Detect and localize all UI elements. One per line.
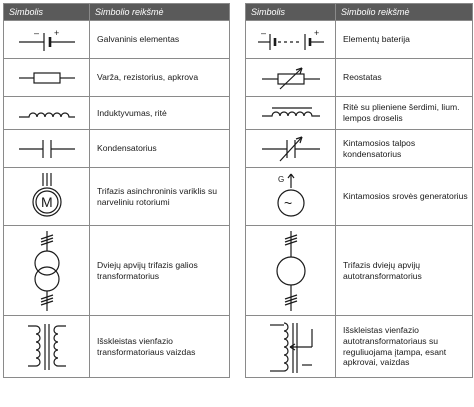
- svg-text:+: +: [313, 27, 319, 38]
- symbol-meaning: Kintamosios srovės generatorius: [336, 168, 473, 226]
- symbol-meaning: Išskleistas vienfazio autotransformatoriaus su reguliuojama įtampa, esant apkrovai, vaizdas: [336, 316, 473, 378]
- symbol-meaning: Kintamosios talpos kondensatorius: [336, 130, 473, 168]
- two-winding-transformer-icon: [27, 230, 67, 312]
- table-row: [4, 130, 230, 168]
- battery-icon: [256, 25, 326, 55]
- table-row: [4, 59, 230, 97]
- column-header-meaning: Simbolio reikšmė: [336, 4, 473, 21]
- column-header-meaning: Simbolio reikšmė: [90, 4, 230, 21]
- table-row: [4, 97, 230, 130]
- symbol-meaning: Reostatas: [336, 59, 473, 97]
- table-row: [246, 316, 473, 378]
- symbol-meaning: Varža, rezistorius, apkrova: [90, 59, 230, 97]
- galvanic-cell-icon: [17, 25, 77, 55]
- symbol-meaning: Kondensatorius: [90, 130, 230, 168]
- inductor-icon: [17, 103, 77, 123]
- autotransformer-icon: [271, 230, 311, 312]
- svg-text:–: –: [260, 27, 266, 38]
- column-header-symbol: Simbolis: [4, 4, 90, 21]
- svg-text:G: G: [277, 174, 284, 184]
- motor-icon: [27, 172, 67, 222]
- svg-text:+: +: [53, 27, 59, 38]
- table-row: [246, 168, 473, 226]
- table-row: [4, 21, 230, 59]
- table-row: [246, 59, 473, 97]
- column-header-symbol: Simbolis: [246, 4, 336, 21]
- table-row: [246, 130, 473, 168]
- symbol-meaning: Dviejų apvijų trifazis galios transformatorius: [90, 226, 230, 316]
- ac-generator-icon: [271, 172, 311, 222]
- table-row: [246, 226, 473, 316]
- table-row: [4, 226, 230, 316]
- table-row: [246, 21, 473, 59]
- svg-text:–: –: [33, 27, 39, 38]
- table-row: [4, 168, 230, 226]
- svg-text:M: M: [40, 193, 53, 210]
- symbol-meaning: Elementų baterija: [336, 21, 473, 59]
- table-header: [4, 4, 230, 21]
- symbol-meaning: Galvaninis elementas: [90, 21, 230, 59]
- left-symbol-table: [3, 3, 230, 378]
- symbol-meaning: Trifazis asinchroninis variklis su narveliniu rotoriumi: [90, 168, 230, 226]
- adjustable-autotransformer-icon: [266, 319, 316, 375]
- capacitor-icon: [17, 137, 77, 161]
- symbol-meaning: Induktyvumas, ritė: [90, 97, 230, 130]
- svg-text:~: ~: [283, 194, 292, 211]
- table-header: [246, 4, 473, 21]
- variable-capacitor-icon: [260, 134, 322, 164]
- resistor-icon: [17, 68, 77, 88]
- rheostat-icon: [260, 64, 322, 92]
- iron-core-coil-icon: [260, 102, 322, 124]
- symbol-meaning: Išskleistas vienfazio transformatoriaus vaizdas: [90, 316, 230, 378]
- symbol-meaning: Trifazis dviejų apvijų autotransformatorius: [336, 226, 473, 316]
- table-row: [246, 97, 473, 130]
- symbol-meaning: Ritė su plieniene šerdimi, lium. lempos droselis: [336, 97, 473, 130]
- single-phase-transformer-icon: [22, 320, 72, 374]
- right-symbol-table: [245, 3, 473, 378]
- table-row: [4, 316, 230, 378]
